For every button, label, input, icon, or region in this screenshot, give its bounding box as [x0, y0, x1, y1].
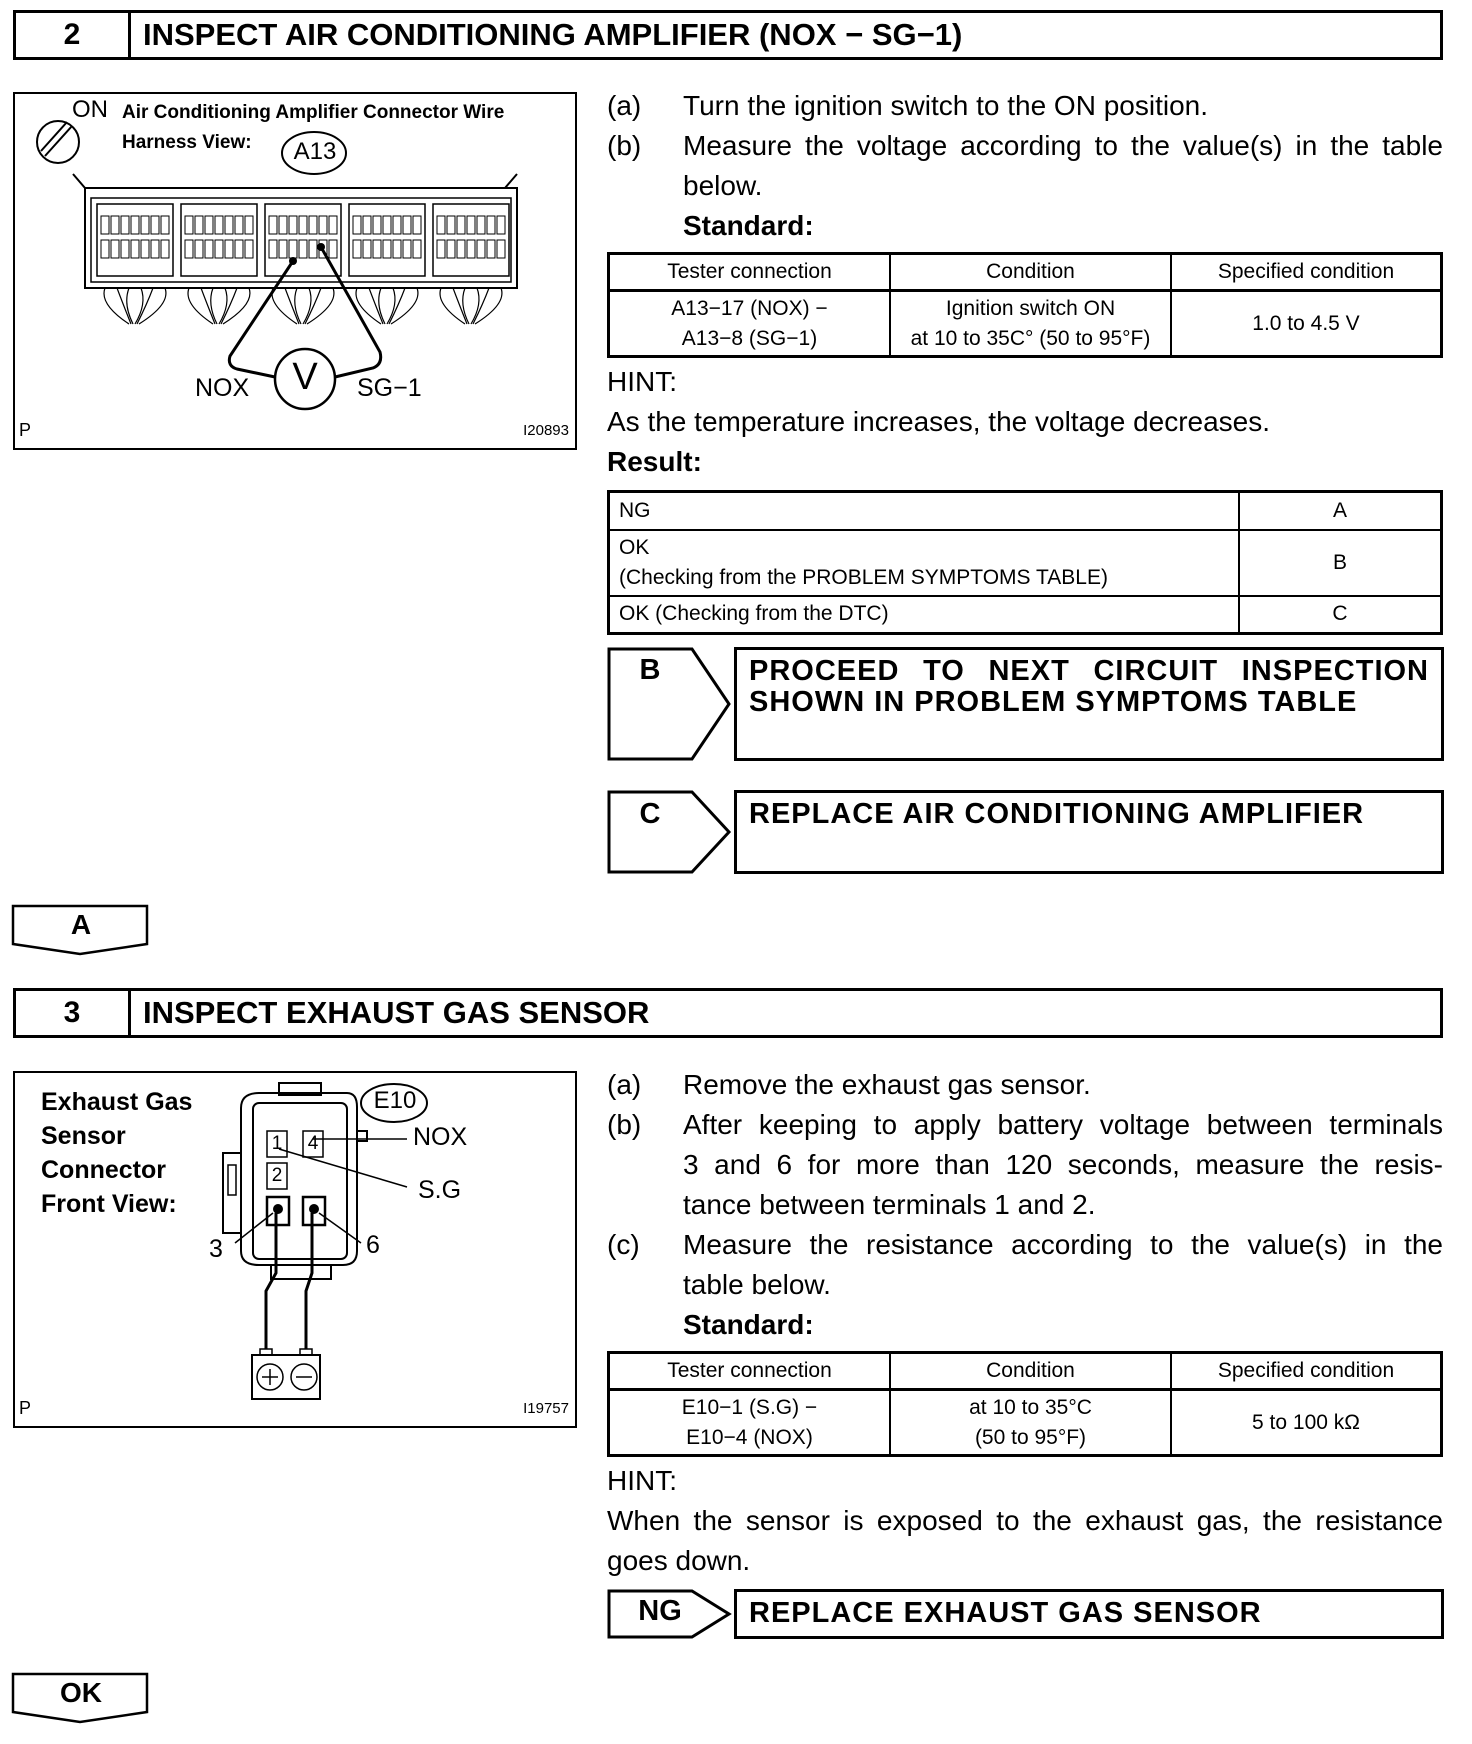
branch-b-code: B: [639, 654, 661, 686]
battery-icon: [252, 1355, 320, 1399]
connector-code: A13: [293, 138, 337, 165]
table-cell: A13−17 (NOX) − A13−8 (SG−1): [609, 291, 891, 357]
table-header: Tester connection: [609, 1353, 891, 1390]
on-label: ON: [72, 96, 108, 123]
terminal-3-label: 3: [209, 1235, 223, 1263]
figure-caption: Exhaust Gas Sensor Connector Front View:: [41, 1088, 193, 1218]
hint-label: HINT:: [607, 366, 677, 397]
next-ok-label: OK: [60, 1677, 102, 1708]
terminal-blocks: [97, 204, 509, 276]
figure-corner-mark: P: [19, 1398, 32, 1418]
instruction-a: (a) Turn the ignition switch to the ON position.: [607, 90, 1208, 121]
step-number: 2: [16, 13, 131, 57]
table-row: OK (Checking from the DTC) C: [609, 596, 1442, 634]
branch-b-result: PROCEED TO NEXT CIRCUIT INSPECTION SHOWN IN PROBLEM SYMPTOMS TABLE: [734, 647, 1444, 761]
table-cell: Ignition switch ON at 10 to 35C° (50 to 95°F): [890, 291, 1171, 357]
connector-figure-a13: [13, 92, 577, 450]
ignition-icon: [37, 121, 79, 163]
next-a-label: A: [70, 909, 92, 940]
hint-text-line2: goes down.: [607, 1545, 751, 1576]
figure-caption-line2: Harness View:: [122, 132, 252, 153]
table-cell: E10−1 (S.G) − E10−4 (NOX): [609, 1390, 891, 1456]
nox-label: NOX: [413, 1123, 468, 1151]
terminal-6-label: 6: [366, 1231, 380, 1259]
instruction-a: (a) Remove the exhaust gas sensor.: [607, 1069, 1091, 1100]
pin-2-label: 2: [271, 1165, 283, 1186]
pin-4-label: 4: [307, 1133, 319, 1154]
table-row: OK (Checking from the PROBLEM SYMPTOMS TABLE) B: [609, 530, 1442, 596]
sg-label: S.G: [418, 1176, 462, 1204]
standard-label: Standard:: [683, 1309, 814, 1340]
nox-label: NOX: [195, 374, 250, 402]
table-cell: at 10 to 35°C (50 to 95°F): [890, 1390, 1171, 1456]
instruction-c: (c) Measure the resistance according to the value(s) in the table below.: [607, 1229, 1443, 1300]
voltmeter-label: V: [292, 356, 318, 398]
table-cell: 5 to 100 kΩ: [1171, 1390, 1442, 1456]
hint-text-line1: When the sensor is exposed to the exhaust gas, the resistance: [607, 1505, 1443, 1536]
table-header: Condition: [890, 254, 1171, 291]
table-header: Condition: [890, 1353, 1171, 1390]
sensor-connector-figure-e10: [13, 1071, 577, 1428]
pin-1-label: 1: [271, 1133, 283, 1154]
figure-id: I19757: [523, 1400, 569, 1417]
figure-caption-line1: Air Conditioning Amplifier Connector Wire: [122, 102, 505, 123]
table-cell: 1.0 to 4.5 V: [1171, 291, 1442, 357]
figure-corner-mark: P: [19, 420, 32, 440]
spec-table-step3: [607, 1351, 1443, 1457]
result-label: Result:: [607, 446, 702, 477]
table-row: NG A: [609, 492, 1442, 530]
step-number: 3: [16, 991, 131, 1035]
hint-label: HINT:: [607, 1465, 677, 1496]
branch-c-result: REPLACE AIR CONDITIONING AMPLIFIER: [734, 790, 1444, 874]
step-title: INSPECT EXHAUST GAS SENSOR: [143, 995, 650, 1030]
instruction-b: (b) After keeping to apply battery voltage between terminals 3 and 6 for more than 120 seconds, measure the resis- tance between terminals 1 and 2.: [607, 1109, 1443, 1220]
table-header: Tester connection: [609, 254, 891, 291]
table-header: Specified condition: [1171, 1353, 1442, 1390]
connector-code: E10: [373, 1087, 417, 1114]
standard-label: Standard:: [683, 210, 814, 241]
sg1-label: SG−1: [357, 374, 422, 402]
step-2-header: [13, 10, 1443, 60]
branch-ng-code: NG: [638, 1595, 682, 1627]
branch-ng-result: REPLACE EXHAUST GAS SENSOR: [734, 1589, 1444, 1639]
figure-id: I20893: [523, 422, 569, 439]
instruction-b: (b) Measure the voltage according to the value(s) in the table below.: [607, 130, 1443, 201]
step-title: INSPECT AIR CONDITIONING AMPLIFIER (NOX − SG−1): [143, 17, 963, 52]
wire-harness: [104, 288, 502, 324]
spec-table-step2: [607, 252, 1443, 358]
result-table: [607, 490, 1443, 635]
branch-c-code: C: [639, 798, 661, 830]
hint-text: As the temperature increases, the voltage decreases.: [607, 406, 1271, 437]
table-header: Specified condition: [1171, 254, 1442, 291]
step-3-header: [13, 988, 1443, 1038]
